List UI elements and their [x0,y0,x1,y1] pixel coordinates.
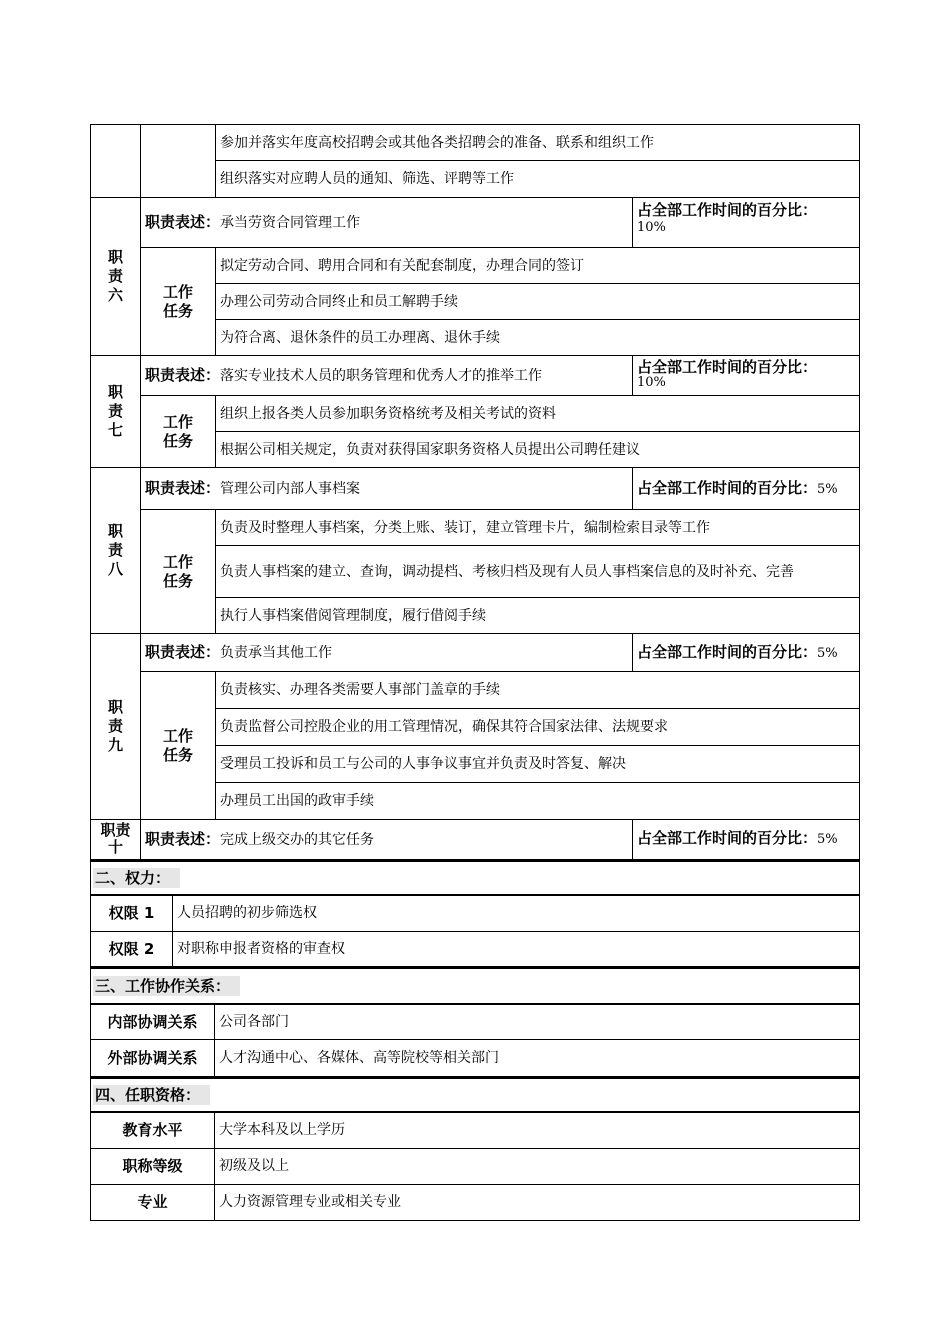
task-item: 办理公司劳动合同终止和员工解聘手续 [216,284,860,320]
duty-label: 职 责 八 [91,468,141,634]
duty-label: 职 责 九 [91,634,141,820]
task-item: 受理员工投诉和员工与公司的人事争议事宜并负责及时答复、解决 [216,746,860,783]
duties-table [90,124,860,861]
duty-label: 职责十 [91,820,141,860]
section-title: 二、权力： [93,868,180,888]
duty-pct: 占全部工作时间的百分比： 10% [633,356,860,396]
task-item: 负责监督公司控股企业的用工管理情况，确保其符合国家法律、法规要求 [216,709,860,746]
row-label: 权限 2 [91,931,173,967]
duty-desc: 职责表述：负责承当其他工作 [141,634,633,672]
work-task-label: 工作任务 [141,248,216,356]
row-value: 人力资源管理专业或相关专业 [215,1184,860,1220]
duty-label-cell [91,125,141,198]
section-title: 四、任职资格： [93,1085,210,1105]
duty-pct: 占全部工作时间的百分比：5% [633,634,860,672]
duty-label: 职 责 七 [91,356,141,468]
row-value: 公司各部门 [215,1004,860,1040]
duty-pct: 占全部工作时间的百分比：5% [633,468,860,510]
task-item: 组织上报各类人员参加职务资格统考及相关考试的资料 [216,396,860,432]
task-item: 为符合离、退休条件的员工办理离、退休手续 [216,320,860,356]
row-label: 外部协调关系 [91,1040,215,1077]
duty-desc: 职责表述：承当劳资合同管理工作 [141,198,633,248]
work-task-label: 工作任务 [141,510,216,634]
task-item: 拟定劳动合同、聘用合同和有关配套制度，办理合同的签订 [216,248,860,284]
power-table [90,861,860,969]
duty-pct: 占全部工作时间的百分比： 10% [633,198,860,248]
task-item: 组织落实对应聘人员的通知、筛选、评聘等工作 [216,161,860,198]
section-header [91,969,860,1004]
duty-label: 职 责 六 [91,198,141,356]
row-value: 人才沟通中心、各媒体、高等院校等相关部门 [215,1040,860,1077]
row-label: 职称等级 [91,1148,215,1184]
duty-desc: 职责表述：完成上级交办的其它任务 [141,820,633,860]
row-label: 专业 [91,1184,215,1220]
section-title: 三、工作协作关系： [93,976,240,996]
job-description-document [90,124,859,1221]
task-item: 参加并落实年度高校招聘会或其他各类招聘会的准备、联系和组织工作 [216,125,860,161]
cooperation-table [90,968,860,1078]
row-value: 人员招聘的初步筛选权 [173,895,860,931]
duty-desc: 职责表述：落实专业技术人员的职务管理和优秀人才的推举工作 [141,356,633,396]
task-item: 负责人事档案的建立、查询，调动提档、考核归档及现有人员人事档案信息的及时补充、完善 [216,546,860,598]
row-label: 内部协调关系 [91,1004,215,1040]
row-value: 大学本科及以上学历 [215,1112,860,1148]
task-item: 办理员工出国的政审手续 [216,783,860,820]
duty-pct: 占全部工作时间的百分比：5% [633,820,860,860]
task-item: 执行人事档案借阅管理制度，履行借阅手续 [216,598,860,634]
duty-desc: 职责表述：管理公司内部人事档案 [141,468,633,510]
task-item: 负责及时整理人事档案，分类上账、装订，建立管理卡片，编制检索目录等工作 [216,510,860,546]
row-label: 权限 1 [91,895,173,931]
row-value: 对职称申报者资格的审查权 [173,931,860,967]
task-item: 根据公司相关规定，负责对获得国家职务资格人员提出公司聘任建议 [216,432,860,468]
work-task-label: 工作任务 [141,672,216,820]
work-task-label: 工作任务 [141,396,216,468]
work-task-cell [141,125,216,198]
section-header [91,1078,860,1112]
qualification-table [90,1078,860,1221]
task-item: 负责核实、办理各类需要人事部门盖章的手续 [216,672,860,709]
section-header [91,861,860,895]
row-label: 教育水平 [91,1112,215,1148]
row-value: 初级及以上 [215,1148,860,1184]
